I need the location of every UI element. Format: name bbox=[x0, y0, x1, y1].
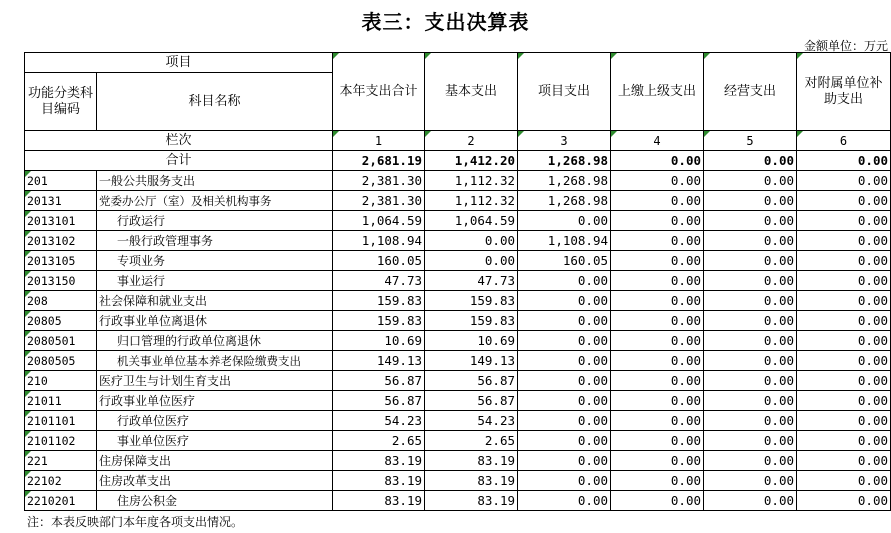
row-value: 0.00 bbox=[518, 351, 611, 371]
row-value: 0.00 bbox=[611, 331, 704, 351]
row-value: 0.00 bbox=[704, 171, 797, 191]
row-value: 83.19 bbox=[333, 451, 425, 471]
row-name: 医疗卫生与计划生育支出 bbox=[97, 371, 333, 391]
row-value: 0.00 bbox=[797, 191, 891, 211]
row-code: 2013105 bbox=[25, 251, 97, 271]
row-value: 0.00 bbox=[704, 311, 797, 331]
table-row bbox=[25, 231, 891, 251]
row-value: 0.00 bbox=[704, 191, 797, 211]
row-value: 0.00 bbox=[797, 371, 891, 391]
row-value: 159.83 bbox=[425, 291, 518, 311]
row-value: 0.00 bbox=[611, 311, 704, 331]
table-row bbox=[25, 491, 891, 511]
row-code: 2101102 bbox=[25, 431, 97, 451]
row-value: 56.87 bbox=[425, 391, 518, 411]
row-value: 0.00 bbox=[425, 231, 518, 251]
row-name: 住房保障支出 bbox=[97, 451, 333, 471]
row-value: 0.00 bbox=[425, 251, 518, 271]
row-value: 0.00 bbox=[797, 391, 891, 411]
row-value: 1,268.98 bbox=[518, 171, 611, 191]
row-value: 0.00 bbox=[611, 451, 704, 471]
seq-cell: 3 bbox=[518, 131, 611, 151]
row-value: 0.00 bbox=[704, 351, 797, 371]
table-row bbox=[25, 291, 891, 311]
row-value: 0.00 bbox=[518, 431, 611, 451]
row-value: 0.00 bbox=[518, 391, 611, 411]
row-value: 0.00 bbox=[704, 291, 797, 311]
row-code: 21011 bbox=[25, 391, 97, 411]
row-code: 2013102 bbox=[25, 231, 97, 251]
table-row bbox=[25, 351, 891, 371]
header-upper-remittance: 上缴上级支出 bbox=[611, 53, 704, 131]
row-code: 22102 bbox=[25, 471, 97, 491]
row-value: 0.00 bbox=[797, 251, 891, 271]
row-code: 2210201 bbox=[25, 491, 97, 511]
row-value: 0.00 bbox=[518, 331, 611, 351]
row-value: 0.00 bbox=[704, 451, 797, 471]
header-basic-expenditure: 基本支出 bbox=[425, 53, 518, 131]
row-value: 0.00 bbox=[797, 491, 891, 511]
table-row bbox=[25, 171, 891, 191]
table-row bbox=[25, 251, 891, 271]
table-row bbox=[25, 451, 891, 471]
row-value: 0.00 bbox=[518, 471, 611, 491]
row-value: 0.00 bbox=[611, 371, 704, 391]
row-value: 0.00 bbox=[518, 291, 611, 311]
row-value: 0.00 bbox=[797, 331, 891, 351]
row-value: 1,268.98 bbox=[518, 191, 611, 211]
row-value: 1,112.32 bbox=[425, 191, 518, 211]
row-code: 201 bbox=[25, 171, 97, 191]
seq-cell: 2 bbox=[425, 131, 518, 151]
row-name: 专项业务 bbox=[97, 251, 333, 271]
row-code: 2080501 bbox=[25, 331, 97, 351]
table-row bbox=[25, 331, 891, 351]
row-value: 0.00 bbox=[611, 251, 704, 271]
row-value: 0.00 bbox=[611, 431, 704, 451]
total-value: 0.00 bbox=[611, 151, 704, 171]
total-value: 0.00 bbox=[704, 151, 797, 171]
row-value: 0.00 bbox=[611, 191, 704, 211]
row-name: 行政运行 bbox=[97, 211, 333, 231]
row-value: 0.00 bbox=[611, 491, 704, 511]
table-row bbox=[25, 311, 891, 331]
row-value: 159.83 bbox=[333, 291, 425, 311]
row-value: 0.00 bbox=[797, 271, 891, 291]
row-name: 行政事业单位离退休 bbox=[97, 311, 333, 331]
row-value: 54.23 bbox=[425, 411, 518, 431]
row-value: 1,108.94 bbox=[333, 231, 425, 251]
row-value: 0.00 bbox=[611, 391, 704, 411]
row-value: 0.00 bbox=[704, 271, 797, 291]
row-value: 0.00 bbox=[518, 371, 611, 391]
row-value: 0.00 bbox=[797, 451, 891, 471]
table-row bbox=[25, 471, 891, 491]
row-value: 2,381.30 bbox=[333, 191, 425, 211]
row-value: 0.00 bbox=[704, 491, 797, 511]
header-name: 科目名称 bbox=[97, 73, 333, 131]
table-row bbox=[25, 391, 891, 411]
row-value: 56.87 bbox=[333, 371, 425, 391]
row-value: 0.00 bbox=[797, 231, 891, 251]
row-value: 54.23 bbox=[333, 411, 425, 431]
row-value: 2.65 bbox=[333, 431, 425, 451]
expenditure-table bbox=[24, 52, 891, 511]
row-value: 0.00 bbox=[797, 411, 891, 431]
header-total-expenditure: 本年支出合计 bbox=[333, 53, 425, 131]
total-value: 1,268.98 bbox=[518, 151, 611, 171]
row-value: 0.00 bbox=[611, 271, 704, 291]
row-value: 0.00 bbox=[704, 211, 797, 231]
row-value: 10.69 bbox=[333, 331, 425, 351]
row-code: 2101101 bbox=[25, 411, 97, 431]
row-code: 20805 bbox=[25, 311, 97, 331]
row-code: 2013150 bbox=[25, 271, 97, 291]
row-value: 0.00 bbox=[797, 311, 891, 331]
row-value: 0.00 bbox=[704, 471, 797, 491]
table-row bbox=[25, 371, 891, 391]
row-value: 0.00 bbox=[704, 411, 797, 431]
row-value: 149.13 bbox=[425, 351, 518, 371]
header-code: 功能分类科目编码 bbox=[25, 73, 97, 131]
row-code: 210 bbox=[25, 371, 97, 391]
row-value: 1,108.94 bbox=[518, 231, 611, 251]
header-project-expenditure: 项目支出 bbox=[518, 53, 611, 131]
row-value: 0.00 bbox=[704, 331, 797, 351]
row-code: 221 bbox=[25, 451, 97, 471]
header-item: 项目 bbox=[25, 53, 333, 73]
row-code: 20131 bbox=[25, 191, 97, 211]
row-value: 0.00 bbox=[611, 351, 704, 371]
row-code: 2080505 bbox=[25, 351, 97, 371]
table-row bbox=[25, 411, 891, 431]
row-value: 160.05 bbox=[333, 251, 425, 271]
row-value: 2.65 bbox=[425, 431, 518, 451]
row-value: 0.00 bbox=[797, 351, 891, 371]
table-row bbox=[25, 211, 891, 231]
row-name: 社会保障和就业支出 bbox=[97, 291, 333, 311]
total-value: 1,412.20 bbox=[425, 151, 518, 171]
row-value: 0.00 bbox=[611, 471, 704, 491]
row-value: 0.00 bbox=[797, 431, 891, 451]
row-value: 0.00 bbox=[797, 291, 891, 311]
row-name: 归口管理的行政单位离退休 bbox=[97, 331, 333, 351]
seq-label: 栏次 bbox=[25, 131, 333, 151]
row-code: 2013101 bbox=[25, 211, 97, 231]
table-row bbox=[25, 431, 891, 451]
total-value: 0.00 bbox=[797, 151, 891, 171]
row-name: 行政单位医疗 bbox=[97, 411, 333, 431]
row-value: 0.00 bbox=[518, 271, 611, 291]
row-value: 0.00 bbox=[704, 231, 797, 251]
seq-cell: 4 bbox=[611, 131, 704, 151]
row-value: 149.13 bbox=[333, 351, 425, 371]
row-value: 159.83 bbox=[333, 311, 425, 331]
total-row bbox=[25, 151, 891, 171]
row-value: 2,381.30 bbox=[333, 171, 425, 191]
row-value: 0.00 bbox=[611, 411, 704, 431]
total-label: 合计 bbox=[25, 151, 333, 171]
row-value: 0.00 bbox=[797, 471, 891, 491]
row-value: 1,112.32 bbox=[425, 171, 518, 191]
row-name: 一般公共服务支出 bbox=[97, 171, 333, 191]
table-row bbox=[25, 191, 891, 211]
page-title: 表三：支出决算表 bbox=[361, 10, 530, 34]
row-value: 0.00 bbox=[704, 251, 797, 271]
row-name: 行政事业单位医疗 bbox=[97, 391, 333, 411]
row-value: 1,064.59 bbox=[425, 211, 518, 231]
row-name: 住房公积金 bbox=[97, 491, 333, 511]
row-value: 0.00 bbox=[611, 291, 704, 311]
row-value: 83.19 bbox=[333, 491, 425, 511]
unit-label: 金额单位：万元 bbox=[803, 39, 888, 53]
row-value: 83.19 bbox=[333, 471, 425, 491]
header-operating-expenditure: 经营支出 bbox=[704, 53, 797, 131]
row-value: 0.00 bbox=[704, 371, 797, 391]
row-value: 83.19 bbox=[425, 451, 518, 471]
row-value: 1,064.59 bbox=[333, 211, 425, 231]
row-value: 0.00 bbox=[518, 211, 611, 231]
row-value: 0.00 bbox=[611, 171, 704, 191]
row-value: 47.73 bbox=[333, 271, 425, 291]
row-value: 0.00 bbox=[611, 211, 704, 231]
row-value: 0.00 bbox=[704, 391, 797, 411]
row-value: 0.00 bbox=[518, 491, 611, 511]
row-name: 事业单位医疗 bbox=[97, 431, 333, 451]
row-value: 0.00 bbox=[518, 411, 611, 431]
row-value: 10.69 bbox=[425, 331, 518, 351]
table-row bbox=[25, 271, 891, 291]
seq-cell: 1 bbox=[333, 131, 425, 151]
row-value: 0.00 bbox=[611, 231, 704, 251]
row-value: 0.00 bbox=[797, 171, 891, 191]
table-note: 注：本表反映部门本年度各项支出情况。 bbox=[27, 515, 244, 529]
row-value: 47.73 bbox=[425, 271, 518, 291]
total-value: 2,681.19 bbox=[333, 151, 425, 171]
row-value: 160.05 bbox=[518, 251, 611, 271]
row-value: 83.19 bbox=[425, 491, 518, 511]
seq-cell: 5 bbox=[704, 131, 797, 151]
row-name: 住房改革支出 bbox=[97, 471, 333, 491]
row-name: 事业运行 bbox=[97, 271, 333, 291]
seq-cell: 6 bbox=[797, 131, 891, 151]
row-value: 159.83 bbox=[425, 311, 518, 331]
row-code: 208 bbox=[25, 291, 97, 311]
row-value: 0.00 bbox=[704, 431, 797, 451]
row-name: 机关事业单位基本养老保险缴费支出 bbox=[97, 351, 333, 371]
row-value: 0.00 bbox=[797, 211, 891, 231]
row-value: 83.19 bbox=[425, 471, 518, 491]
row-name: 党委办公厅（室）及相关机构事务 bbox=[97, 191, 333, 211]
row-value: 56.87 bbox=[333, 391, 425, 411]
row-value: 0.00 bbox=[518, 311, 611, 331]
row-value: 56.87 bbox=[425, 371, 518, 391]
row-name: 一般行政管理事务 bbox=[97, 231, 333, 251]
row-value: 0.00 bbox=[518, 451, 611, 471]
header-subsidiary-subsidy: 对附属单位补助支出 bbox=[797, 53, 891, 131]
